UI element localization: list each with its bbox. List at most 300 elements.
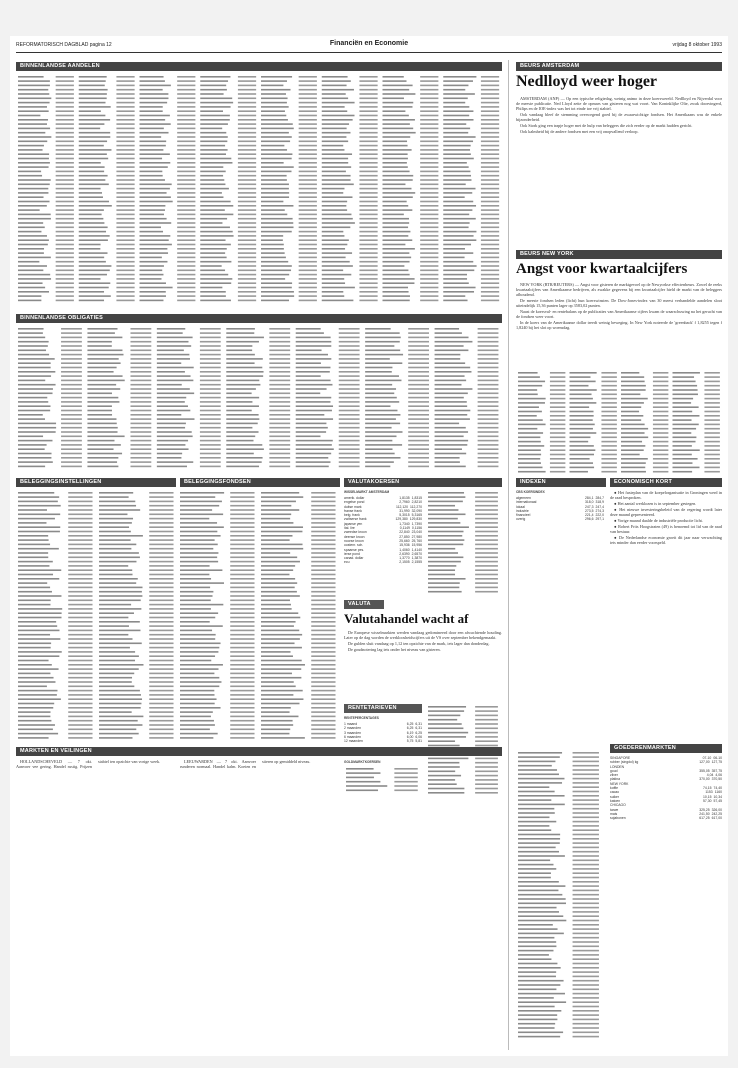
print-line	[140, 201, 173, 203]
print-line	[296, 367, 331, 369]
print-line	[238, 110, 256, 112]
print-line	[299, 209, 317, 211]
print-line	[149, 673, 173, 675]
print-line	[200, 218, 227, 220]
print-line	[570, 445, 594, 447]
print-line	[573, 842, 599, 844]
print-line	[420, 222, 438, 224]
print-line	[573, 1006, 599, 1008]
print-line	[601, 372, 616, 374]
print-line	[61, 427, 82, 429]
print-line	[383, 244, 406, 246]
print-line	[359, 93, 377, 95]
print-line	[18, 332, 43, 334]
print-line	[87, 418, 116, 420]
print-line	[18, 397, 47, 399]
print-line	[140, 235, 171, 237]
print-line	[79, 231, 106, 233]
table-cell: 5,3015	[399, 513, 410, 518]
print-line	[518, 402, 545, 404]
table-cell: 27,850	[399, 534, 410, 539]
print-line	[359, 231, 377, 233]
print-line	[79, 132, 110, 134]
print-line	[573, 937, 599, 939]
print-line	[61, 328, 82, 330]
print-line	[68, 604, 92, 606]
print-line	[296, 423, 327, 425]
print-line	[238, 85, 256, 87]
print-line	[478, 367, 499, 369]
print-line	[157, 440, 188, 442]
print-line	[359, 300, 377, 302]
print-line	[383, 76, 404, 78]
print-line	[518, 791, 555, 793]
print-line	[18, 612, 62, 614]
print-line	[443, 166, 468, 168]
table-cell: 242,25	[711, 811, 722, 816]
print-line	[475, 557, 498, 559]
print-line	[200, 362, 221, 364]
print-line	[230, 587, 254, 589]
print-line	[140, 209, 165, 211]
print-line	[18, 209, 40, 211]
print-line	[435, 423, 460, 425]
print-line	[269, 341, 290, 343]
print-line	[230, 604, 254, 606]
print-line	[140, 106, 163, 108]
table-row	[516, 517, 604, 521]
print-line	[383, 287, 409, 289]
print-line	[116, 214, 134, 216]
print-line	[311, 681, 335, 683]
print-line	[116, 282, 134, 284]
print-line	[238, 239, 256, 241]
print-line	[359, 287, 377, 289]
section-indexen: INDEXEN	[516, 478, 606, 487]
print-line	[550, 385, 565, 387]
print-line	[18, 552, 48, 554]
print-line	[149, 518, 173, 520]
print-line	[573, 864, 599, 866]
print-line	[322, 227, 351, 229]
print-line	[359, 158, 377, 160]
print-line	[322, 261, 350, 263]
print-line	[435, 337, 469, 339]
print-line	[18, 244, 48, 246]
print-line	[200, 431, 221, 433]
print-line	[261, 188, 289, 190]
print-line	[299, 166, 317, 168]
print-line	[435, 457, 460, 459]
print-line	[140, 270, 163, 272]
print-line	[359, 89, 377, 91]
print-line	[420, 188, 438, 190]
print-line	[261, 587, 295, 589]
print-line	[177, 291, 195, 293]
print-line	[420, 179, 438, 181]
print-line	[180, 733, 218, 735]
print-line	[339, 332, 360, 334]
print-line	[269, 453, 290, 455]
print-line	[573, 946, 599, 948]
print-line	[383, 274, 410, 276]
print-line	[573, 997, 599, 999]
print-line	[311, 531, 335, 533]
print-line	[180, 548, 213, 550]
print-line	[435, 384, 462, 386]
print-line	[180, 698, 217, 700]
print-line	[481, 162, 499, 164]
print-line	[481, 265, 499, 267]
print-line	[68, 612, 92, 614]
table-cell: japanse yen	[344, 521, 363, 526]
print-line	[269, 448, 290, 450]
print-line	[359, 278, 377, 280]
print-line	[518, 1032, 563, 1034]
print-line	[518, 954, 549, 956]
print-line	[87, 453, 122, 455]
print-line	[68, 514, 92, 516]
print-line	[475, 544, 498, 546]
print-line	[518, 1010, 561, 1012]
print-line	[518, 467, 542, 469]
fondsen-table	[16, 490, 340, 740]
print-line	[230, 591, 254, 593]
print-line	[18, 227, 45, 229]
print-line	[443, 244, 471, 246]
print-line	[261, 595, 300, 597]
print-line	[177, 149, 195, 151]
print-line	[79, 287, 109, 289]
print-line	[56, 136, 74, 138]
print-line	[99, 634, 128, 636]
print-line	[18, 350, 46, 352]
print-line	[79, 248, 101, 250]
print-line	[550, 432, 565, 434]
print-line	[408, 418, 429, 420]
print-line	[238, 93, 256, 95]
print-line	[704, 376, 719, 378]
print-line	[573, 954, 599, 956]
valuta-table-title: WISSELMARKT AMSTERDAM	[344, 490, 390, 494]
print-texture	[16, 490, 340, 740]
print-line	[230, 668, 254, 670]
table-cell: 2,6570	[411, 551, 422, 556]
print-line	[420, 201, 438, 203]
print-line	[550, 398, 565, 400]
print-line	[157, 436, 193, 438]
print-line	[704, 419, 719, 421]
print-line	[180, 582, 224, 584]
print-line	[269, 332, 290, 334]
print-line	[428, 574, 455, 576]
print-line	[68, 509, 92, 511]
print-line	[322, 248, 345, 250]
print-line	[673, 385, 698, 387]
print-line	[18, 466, 45, 468]
print-line	[383, 128, 414, 130]
print-line	[311, 668, 335, 670]
print-line	[177, 231, 195, 233]
print-line	[230, 630, 254, 632]
print-line	[226, 444, 262, 446]
print-line	[177, 300, 195, 302]
print-line	[518, 394, 538, 396]
print-line	[478, 414, 499, 416]
print-line	[177, 278, 195, 280]
print-line	[550, 372, 565, 374]
print-line	[550, 406, 565, 408]
print-line	[130, 440, 151, 442]
print-line	[518, 976, 556, 978]
print-line	[18, 274, 50, 276]
print-line	[200, 436, 221, 438]
print-line	[87, 457, 118, 459]
print-line	[383, 282, 415, 284]
print-line	[18, 707, 53, 709]
print-line	[518, 1027, 555, 1029]
print-line	[18, 270, 43, 272]
print-line	[383, 175, 414, 177]
print-line	[408, 431, 429, 433]
print-line	[359, 162, 377, 164]
print-line	[311, 509, 335, 511]
print-line	[18, 643, 51, 645]
print-line	[518, 415, 537, 417]
print-line	[261, 634, 302, 636]
print-line	[140, 119, 166, 121]
print-line	[261, 201, 283, 203]
print-line	[518, 1019, 557, 1021]
print-line	[435, 397, 464, 399]
print-line	[149, 608, 173, 610]
print-line	[99, 720, 138, 722]
table-cell: 273,5	[585, 508, 594, 513]
print-line	[230, 647, 254, 649]
print-line	[230, 673, 254, 675]
print-line	[99, 660, 135, 662]
table-cell: 370,50	[711, 777, 722, 782]
print-line	[200, 162, 232, 164]
print-line	[61, 410, 82, 412]
print-line	[200, 397, 221, 399]
print-line	[299, 274, 317, 276]
print-line	[518, 928, 558, 930]
print-line	[475, 492, 498, 494]
print-line	[550, 389, 565, 391]
print-line	[61, 423, 82, 425]
print-line	[200, 282, 231, 284]
print-line	[200, 371, 221, 373]
print-line	[481, 287, 499, 289]
print-line	[87, 401, 119, 403]
print-line	[87, 444, 120, 446]
table-cell: 6,25	[406, 726, 414, 731]
print-line	[408, 440, 429, 442]
print-line	[18, 345, 48, 347]
print-line	[18, 205, 47, 207]
print-line	[601, 411, 616, 413]
print-line	[261, 630, 299, 632]
vreemd-geld-table	[426, 490, 502, 596]
print-line	[365, 332, 400, 334]
print-line	[140, 248, 168, 250]
print-line	[550, 445, 565, 447]
print-line	[269, 466, 290, 468]
table-cell: lokaal	[516, 504, 525, 509]
print-line	[359, 76, 377, 78]
print-line	[383, 171, 410, 173]
print-line	[311, 660, 335, 662]
print-line	[177, 89, 195, 91]
print-line	[408, 341, 429, 343]
print-line	[56, 115, 74, 117]
print-line	[621, 449, 644, 451]
print-line	[99, 587, 142, 589]
print-line	[261, 514, 291, 516]
print-line	[261, 703, 299, 705]
print-line	[383, 248, 415, 250]
print-line	[130, 371, 151, 373]
print-line	[261, 282, 292, 284]
print-line	[408, 358, 429, 360]
print-line	[99, 630, 140, 632]
print-line	[573, 903, 599, 905]
print-line	[601, 415, 616, 417]
print-line	[601, 402, 616, 404]
print-line	[339, 375, 360, 377]
print-line	[481, 145, 499, 147]
print-line	[518, 817, 549, 819]
print-line	[311, 643, 335, 645]
print-line	[238, 248, 256, 250]
print-line	[359, 235, 377, 237]
print-line	[79, 128, 100, 130]
print-line	[140, 295, 166, 297]
print-line	[428, 496, 465, 498]
print-line	[261, 604, 291, 606]
print-line	[339, 436, 360, 438]
print-line	[601, 406, 616, 408]
print-line	[79, 153, 107, 155]
print-line	[518, 398, 546, 400]
print-line	[79, 136, 111, 138]
print-line	[322, 265, 353, 267]
print-line	[481, 270, 499, 272]
print-line	[299, 218, 317, 220]
print-line	[339, 440, 360, 442]
print-line	[99, 526, 129, 528]
print-line	[177, 244, 195, 246]
print-line	[230, 514, 254, 516]
print-line	[570, 411, 594, 413]
print-line	[481, 257, 499, 259]
print-line	[299, 222, 317, 224]
print-line	[322, 235, 345, 237]
print-line	[18, 501, 58, 503]
print-line	[322, 153, 352, 155]
table-cell: 222,0	[595, 513, 604, 518]
print-line	[420, 93, 438, 95]
print-line	[180, 505, 219, 507]
print-line	[180, 617, 215, 619]
print-line	[475, 526, 498, 528]
print-line	[261, 252, 285, 254]
print-line	[200, 332, 221, 334]
print-line	[573, 829, 599, 831]
print-line	[443, 119, 473, 121]
print-line	[428, 723, 462, 725]
print-line	[87, 466, 118, 468]
print-line	[149, 737, 173, 739]
print-line	[140, 98, 169, 100]
print-line	[18, 98, 51, 100]
print-line	[18, 587, 50, 589]
print-line	[365, 328, 391, 330]
print-line	[68, 518, 92, 520]
article-paragraph: ● Robert Frits Hoogstraten (49) is benoemd tot lid van de raad van bestuur.	[610, 524, 722, 534]
print-line	[180, 544, 218, 546]
print-line	[365, 457, 400, 459]
print-line	[87, 410, 112, 412]
print-line	[177, 119, 195, 121]
print-line	[518, 946, 556, 948]
print-line	[269, 362, 290, 364]
print-line	[359, 282, 377, 284]
print-line	[238, 209, 256, 211]
print-line	[180, 539, 215, 541]
print-line	[653, 376, 668, 378]
print-line	[99, 655, 139, 657]
print-line	[79, 93, 107, 95]
print-line	[573, 976, 599, 978]
print-line	[226, 358, 263, 360]
print-line	[311, 548, 335, 550]
print-line	[311, 569, 335, 571]
print-line	[408, 423, 429, 425]
print-line	[68, 600, 92, 602]
print-line	[238, 102, 256, 104]
print-line	[79, 235, 110, 237]
print-line	[230, 539, 254, 541]
print-line	[478, 401, 499, 403]
print-line	[130, 328, 151, 330]
print-line	[261, 501, 296, 503]
article-paragraph: ● Het fusieplan van de koepelorganisatie in Groningen werd in de raad besproken.	[610, 490, 722, 500]
table-cell: tarwe	[610, 807, 619, 812]
print-line	[365, 448, 392, 450]
print-line	[475, 552, 498, 554]
print-line	[322, 110, 347, 112]
print-line	[238, 287, 256, 289]
print-line	[573, 756, 599, 758]
print-texture	[426, 490, 502, 596]
print-line	[116, 89, 134, 91]
print-line	[420, 214, 438, 216]
print-line	[481, 295, 499, 297]
print-line	[18, 647, 51, 649]
print-line	[420, 98, 438, 100]
print-line	[383, 115, 409, 117]
article-paragraph: De goudnotering lag iets onder het niveau van gisteren.	[348, 647, 441, 652]
print-line	[226, 388, 256, 390]
print-line	[653, 385, 668, 387]
print-line	[200, 153, 226, 155]
table-cell: 1,8135	[399, 496, 410, 500]
print-line	[518, 933, 564, 935]
print-line	[481, 85, 499, 87]
print-line	[311, 600, 335, 602]
